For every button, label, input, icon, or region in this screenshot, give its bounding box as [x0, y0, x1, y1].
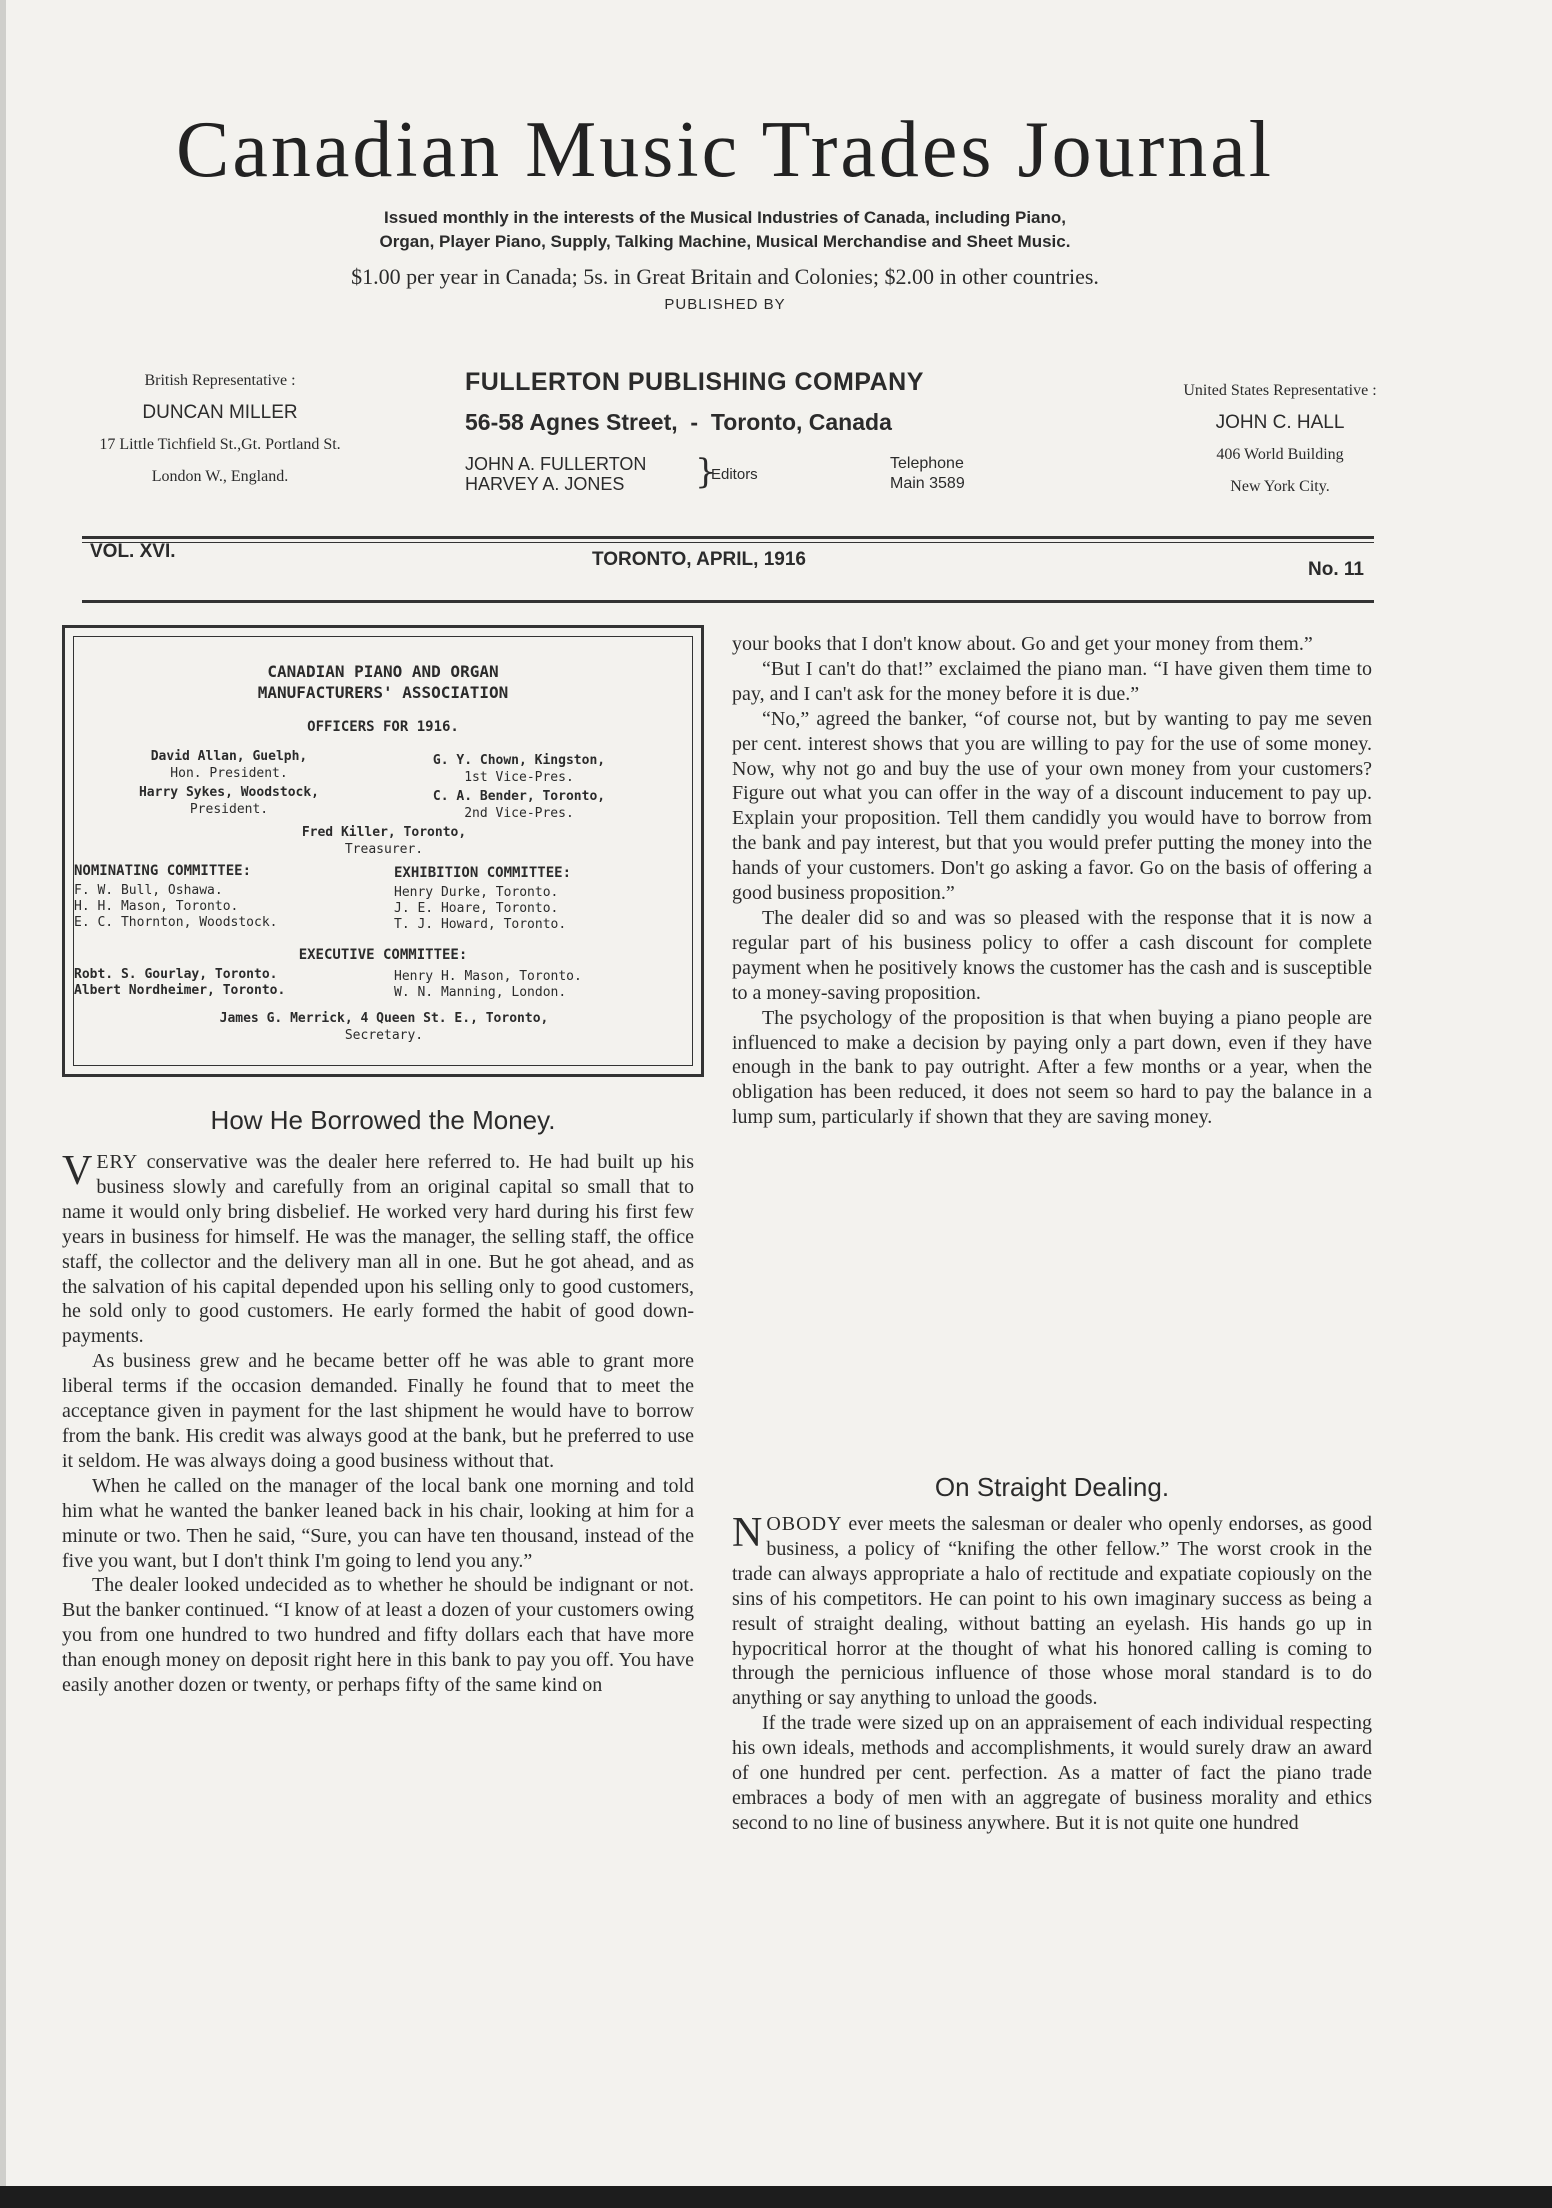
association-name-2: MANUFACTURERS' ASSOCIATION — [257, 683, 509, 702]
telephone-number: Main 3589 — [890, 475, 965, 492]
us-representative — [1130, 375, 1430, 503]
drop-cap: N — [732, 1512, 763, 1556]
article1-paragraph-4: The dealer looked undecided as to whether he should be indignant or not. But the banker continued. “I know of at least a dozen of your customers owing you from one hundred to two hundred and fifty dollars each that have more than enough money on deposit right here in this bank to pay you off. You have easily another dozen or twenty, or perhaps fifty of the same kind on — [62, 1574, 694, 1697]
page-edge — [0, 0, 6, 2208]
officers-heading: OFFICERS FOR 1916. — [307, 719, 459, 735]
volume-number: VOL. XVI. — [90, 541, 176, 562]
british-rep-address-1: 17 Little Tichfield St.,Gt. Portland St. — [99, 436, 341, 453]
british-representative — [60, 365, 380, 493]
drop-cap: V — [62, 1150, 93, 1194]
committee-member: Albert Nordheimer, Toronto. — [74, 983, 286, 998]
officer-name: David Allan, Guelph, — [150, 749, 308, 764]
officer-2nd-vice-president — [394, 788, 644, 822]
secretary-role: Secretary. — [344, 1028, 424, 1043]
committee-member: Henry H. Mason, Toronto. — [394, 969, 582, 984]
us-rep-address-2: New York City. — [1230, 478, 1330, 495]
scan-bottom-edge — [0, 2186, 1552, 2208]
nominating-committee-heading: NOMINATING COMMITTEE: — [74, 863, 252, 879]
officer-president — [104, 784, 354, 818]
article2-paragraph-2: If the trade were sized up on an appraisement of each individual respecting his own ideals, methods and accomplishments, it would surely draw an award of one hundred per cent. perfection. As a matter of fact the piano trade embraces a body of men with an aggregate of business morality and ethics second to no line of business anywhere. But it is not quite one hundred — [732, 1712, 1372, 1834]
rule-top-thin — [82, 542, 1374, 543]
lead-word: OBODY — [766, 1513, 843, 1535]
article2-paragraph-1 — [732, 1512, 1372, 1711]
officer-name: C. A. Bender, Toronto, — [432, 789, 606, 804]
officer-role: 1st Vice-Pres. — [464, 770, 574, 785]
article1-paragraph-8: The dealer did so and was so pleased with the response that it is now a regular part of his business policy to offer a cash discount for complete payment when he positively knows the customer has the cash and is susceptible to a money-saving proposition. — [732, 906, 1372, 1004]
article1-paragraph-9: The psychology of the proposition is that when buying a piano people are influenced to make a decision by paying only a part down, even if they have enough in the bank to pay outright. After a few months or a year, when the obligation has been reduced, it does not seem so hard to pay the balance in a lump sum, particularly if shown that they are saving money. — [732, 1006, 1372, 1129]
article1-paragraph-5: your books that I don't know about. Go and get your money from them.” — [732, 633, 1313, 655]
committee-member: Henry Durke, Toronto. — [394, 885, 559, 900]
paragraph-text: conservative was the dealer here referred to. He had built up his business slowly and carefully from an original capital so small that to name it would only bring disbelief. He worked very hard during his first few years in business for himself. He was the manager, the selling staff, the office staff, the collector and the delivery man all in one. But he got ahead, and as the salvation of his capital depended upon his selling only to good customers, he sold only to good customers. He early formed the habit of good down-payments. — [62, 1151, 694, 1348]
officer-role: 2nd Vice-Pres. — [464, 806, 574, 821]
editor-1: JOHN A. FULLERTON — [465, 454, 647, 474]
secretary — [114, 1010, 654, 1044]
article1-paragraph-2: As business grew and he became better off he was able to grant more liberal terms if the occasion demanded. Finally he found that to meet the acceptance given in payment for the last shipment he would have to borrow from the bank. His credit was always good at the bank, but he preferred to use it seldom. He was always doing a good business without that. — [62, 1350, 694, 1472]
officer-name: Harry Sykes, Woodstock, — [138, 785, 319, 800]
published-by-label: PUBLISHED BY — [664, 296, 786, 313]
association-name — [74, 661, 692, 703]
executive-committee-left — [74, 967, 285, 999]
article1-paragraph-6: “But I can't do that!” exclaimed the piano man. “I have given them time to pay, and I can't ask for the money before it is due.” — [732, 657, 1372, 705]
nominating-committee-list — [74, 883, 278, 931]
committee-member: F. W. Bull, Oshawa. — [74, 883, 223, 898]
officer-role: President. — [189, 802, 269, 817]
officer-treasurer — [224, 824, 544, 858]
committee-member: T. J. Howard, Toronto. — [394, 917, 567, 932]
lead-word: ERY — [96, 1151, 139, 1173]
officer-role: Hon. President. — [170, 766, 288, 781]
issued-line-2: Organ, Player Piano, Supply, Talking Machine, Musical Merchandise and Sheet Music. — [379, 232, 1071, 251]
us-rep-name: JOHN C. HALL — [1215, 412, 1345, 433]
journal-title: Canadian Music Trades Journal — [175, 106, 1274, 194]
right-column-article1 — [732, 632, 1372, 1450]
association-box — [62, 625, 704, 1077]
left-column — [62, 1150, 694, 2030]
rule-top — [82, 536, 1374, 539]
association-name-1: CANADIAN PIANO AND ORGAN — [267, 662, 499, 681]
exhibition-committee-list — [394, 885, 566, 933]
us-rep-label: United States Representative : — [1183, 382, 1377, 399]
subscription-price: $1.00 per year in Canada; 5s. in Great Britain and Colonies; $2.00 in other countries. — [351, 264, 1099, 289]
publisher-address: 56-58 Agnes Street, - Toronto, Canada — [465, 409, 892, 435]
paragraph-text: ever meets the salesman or dealer who openly endorses, as good business, a policy of “knifing the other fellow.” The worst crook in the trade can always appropriate a halo of rectitude and expatiate copiously on the sins of his competitors. He can point to his own imaginary success as being a result of straight dealing, without batting an eyelash. His hands go up in hypocritical horror at the thought of what his honored calling is coming to through the pernicious influence of those whose moral standard is to do anything or say anything to unload the goods. — [732, 1513, 1372, 1710]
exhibition-committee-heading: EXHIBITION COMMITTEE: — [394, 865, 572, 881]
secretary-name: James G. Merrick, 4 Queen St. E., Toronto, — [219, 1011, 549, 1026]
masthead — [60, 106, 1390, 313]
us-rep-address-1: 406 World Building — [1216, 446, 1344, 463]
british-rep-address-2: London W., England. — [151, 468, 289, 485]
article1-paragraph-3: When he called on the manager of the local bank one morning and told him what he wanted the banker leaned back in his chair, looking at him for a minute or two. Then he said, “Sure, you can have ten thousand, instead of the five you want, but I don't think I'm going to lend you any.” — [62, 1474, 694, 1572]
issue-date: TORONTO, APRIL, 1916 — [592, 549, 806, 570]
committee-member: H. H. Mason, Toronto. — [74, 899, 239, 914]
officer-name: G. Y. Chown, Kingston, — [432, 753, 606, 768]
editors-block — [465, 454, 1025, 502]
committee-member: E. C. Thornton, Woodstock. — [74, 915, 278, 930]
publisher-block — [465, 368, 1025, 502]
issued-line-1: Issued monthly in the interests of the Musical Industries of Canada, including Piano, — [384, 208, 1066, 227]
editor-2: HARVEY A. JONES — [465, 474, 625, 494]
article1-paragraph-7: “No,” agreed the banker, “of course not, but by wanting to pay me seven per cent. interest shows that you are willing to pay for the use of some money. Now, why not go and buy the use of your own money from your customers? Figure out what you can offer in the way of a discount inducement to pay up. Explain your proposition. Tell them candidly you would have to borrow from the bank and pay interest, but that you would prefer putting the money into the hands of your customers. Don't go asking a favor. Go on the basis of offering a good business proposition.” — [732, 707, 1372, 905]
executive-committee-heading: EXECUTIVE COMMITTEE: — [298, 947, 468, 963]
issue-number: No. 11 — [1308, 559, 1364, 580]
brace-glyph: } — [695, 452, 717, 492]
officer-name: Fred Killer, Toronto, — [301, 825, 467, 840]
rule-bottom — [82, 600, 1374, 603]
article-headline-straight-dealing: On Straight Dealing. — [934, 1472, 1170, 1502]
editors-label: Editors — [711, 466, 758, 483]
telephone-label: Telephone — [890, 455, 964, 472]
publisher-name: FULLERTON PUBLISHING COMPANY — [465, 368, 924, 396]
officer-honorary-president — [104, 748, 354, 782]
right-column-article2 — [732, 1512, 1372, 2052]
issued-statement — [60, 206, 1390, 254]
committee-member: J. E. Hoare, Toronto. — [394, 901, 559, 916]
committee-member: Robt. S. Gourlay, Toronto. — [74, 967, 278, 982]
officer-1st-vice-president — [394, 752, 644, 786]
committee-member: W. N. Manning, London. — [394, 985, 567, 1000]
british-rep-name: DUNCAN MILLER — [142, 402, 298, 423]
article1-paragraph-1 — [62, 1150, 694, 1349]
british-rep-label: British Representative : — [144, 372, 296, 389]
executive-committee-right — [394, 969, 582, 1001]
officer-role: Treasurer. — [344, 842, 424, 857]
article-headline-borrowed-money: How He Borrowed the Money. — [210, 1105, 556, 1135]
